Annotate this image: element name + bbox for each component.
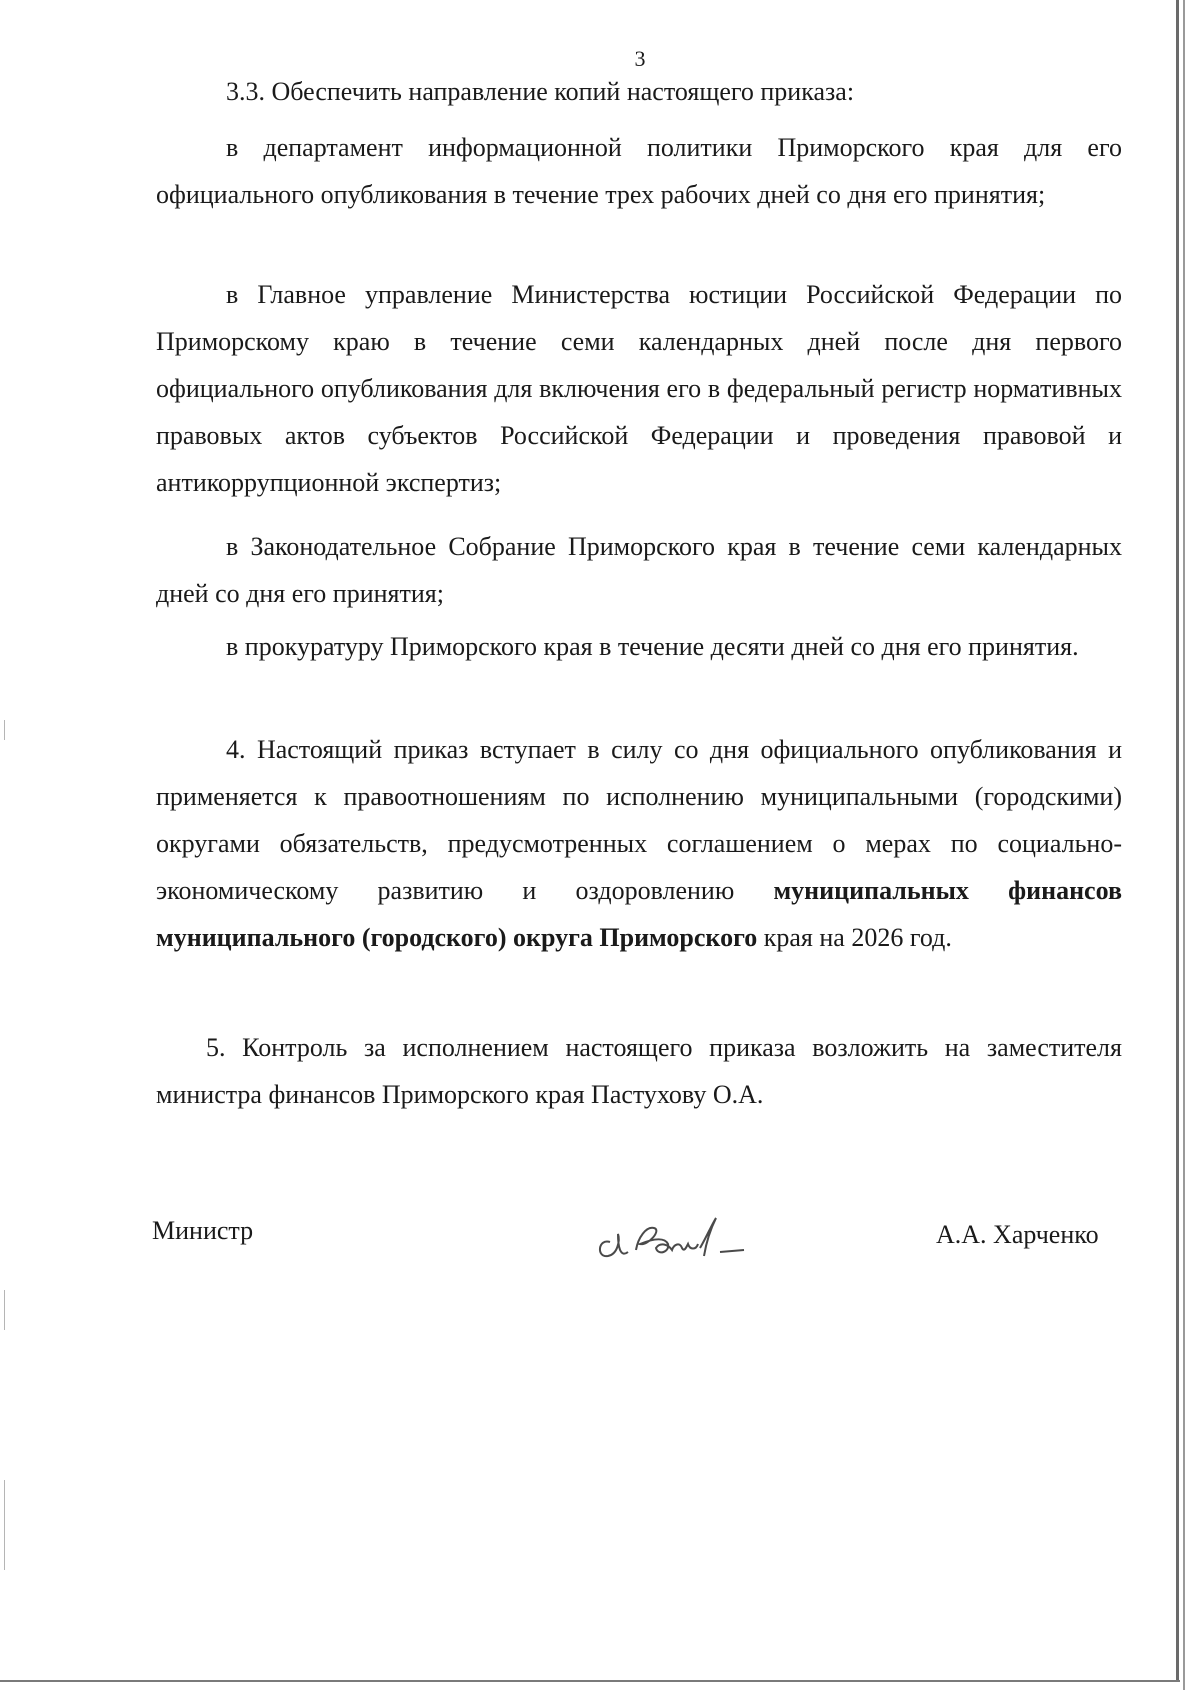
paragraph-4-tail: края на 2026 год. <box>757 923 952 952</box>
handwritten-signature <box>588 1200 768 1270</box>
page-number: 3 <box>634 46 646 71</box>
scan-edge-mark <box>4 720 5 740</box>
scan-edge-bottom <box>0 1680 1180 1682</box>
paragraph-department-info-policy: в департамент информационной политики Приморского края для его официального опубликования в течение трех рабочих дней со дня его принятия; <box>156 133 1122 209</box>
signatory-name: А.А. Харченко <box>936 1220 1099 1249</box>
scan-edge-mark <box>4 1480 5 1570</box>
paragraph-4-bold-text: муниципальных финансов муниципального (городского) округа Приморского <box>156 876 1122 952</box>
paragraph-justice-ministry: в Главное управление Министерства юстиции Российской Федерации по Приморскому краю в течение семи календарных дней после дня первого официального опубликования для включения его в федеральный регистр нормативных правовых актов субъектов Российской Федерации и проведения правовой и антикоррупционной экспертиз; <box>156 280 1122 497</box>
scan-edge-right-shadow <box>1183 0 1185 1690</box>
paragraph-3-3: 3.3. Обеспечить направление копий настоящего приказа: <box>226 77 855 106</box>
scan-edge-right <box>1176 0 1179 1680</box>
paragraph-legislative-assembly: в Законодательное Собрание Приморского края в течение семи календарных дней со дня его принятия; <box>156 532 1122 608</box>
signatory-title: Министр <box>152 1216 254 1245</box>
paragraph-4 <box>156 726 1122 961</box>
paragraph-5: 5. Контроль за исполнением настоящего приказа возложить на заместителя министра финансов Приморского края Пастухову О.А. <box>156 1033 1122 1109</box>
paragraph-prosecutor: в прокуратуру Приморского края в течение десяти дней со дня его принятия. <box>226 632 1079 661</box>
scan-edge-mark <box>4 1290 5 1330</box>
paragraph-4-text: 4. Настоящий приказ вступает в силу со дня официального опубликования и применяется к правоотношениям по исполнению муниципальными (городскими) округами обязательств, предусмотренных соглашением о мерах по социально-экономическому развитию и оздоровлению <box>156 735 1122 905</box>
